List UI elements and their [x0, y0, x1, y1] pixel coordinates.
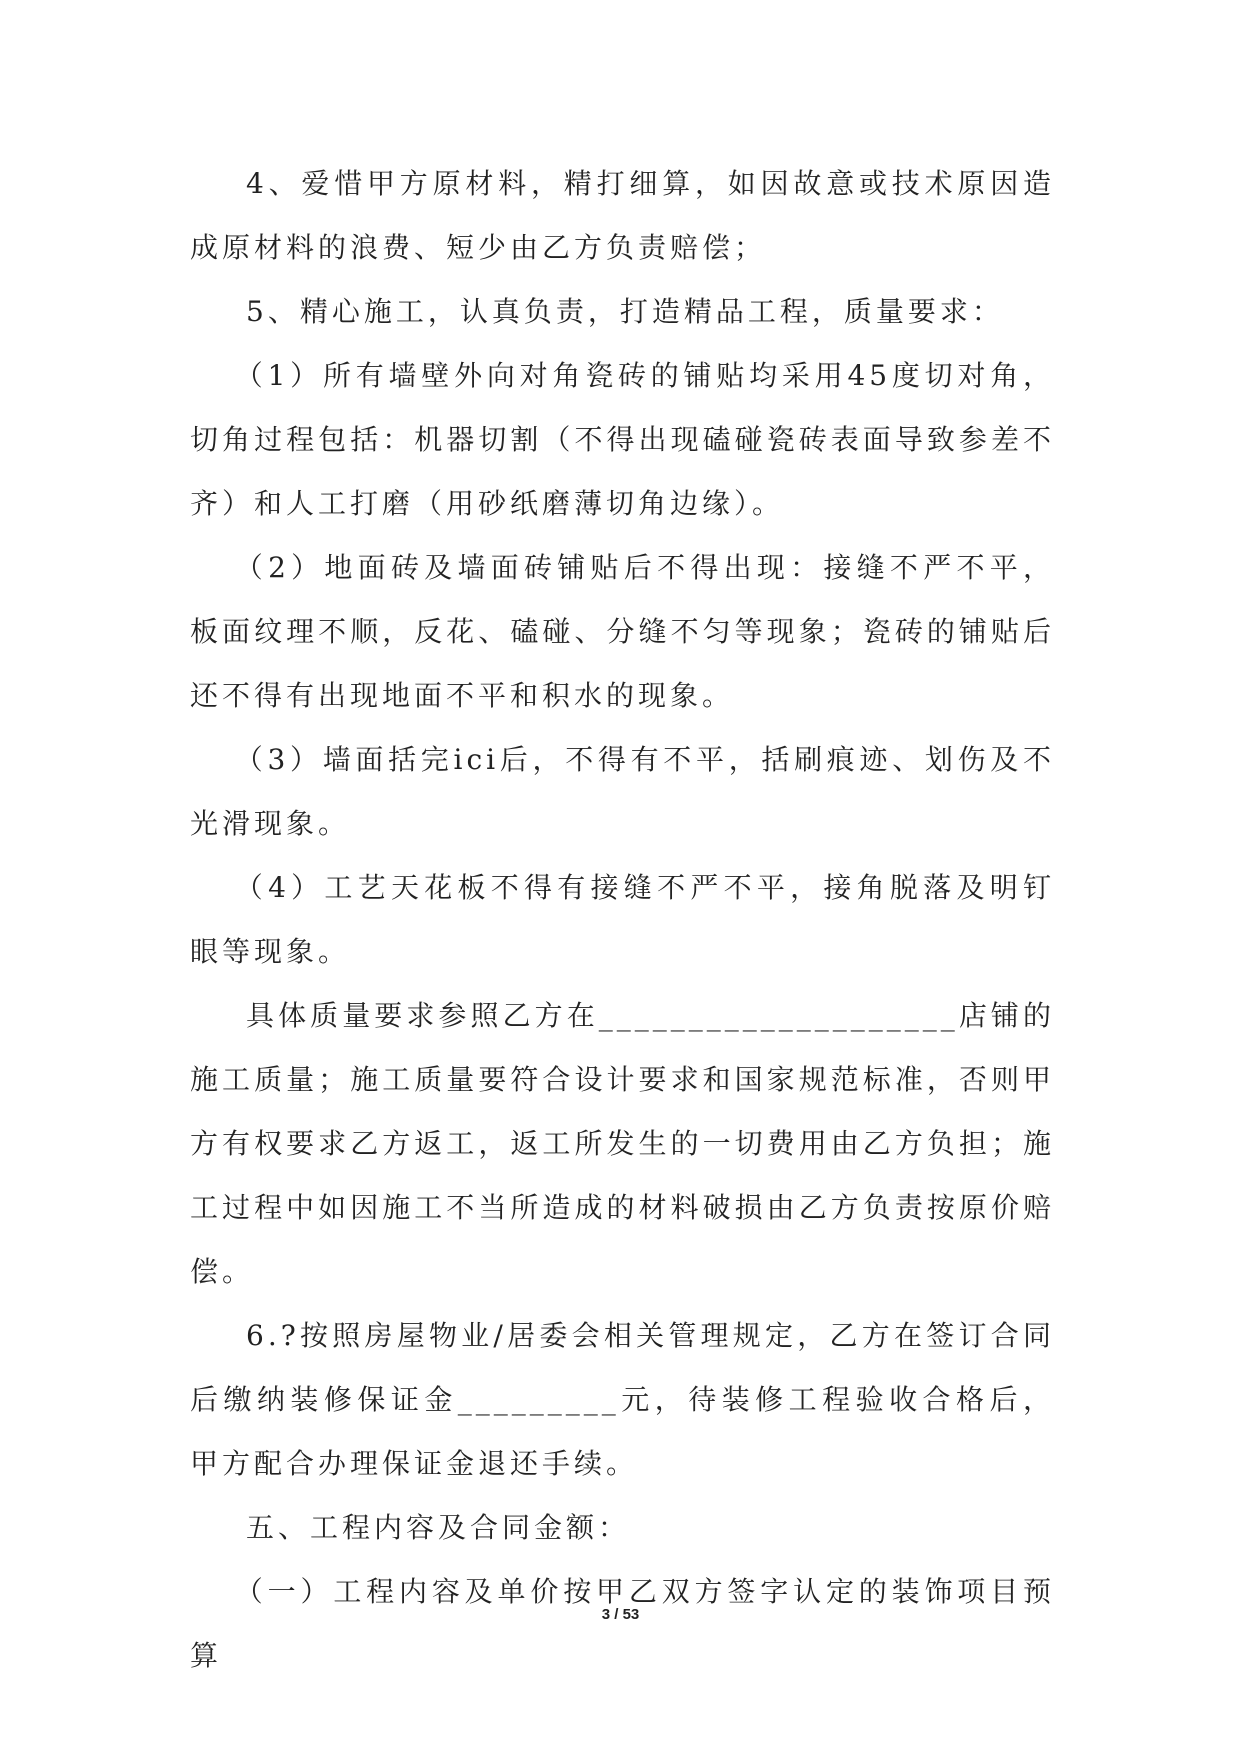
- paragraph-5-1: （1）所有墙壁外向对角瓷砖的铺贴均采用45度切对角，切角过程包括：机器切割（不得出现磕碰瓷砖表面导致参差不齐）和人工打磨（用砂纸磨薄切角边缘）。: [190, 359, 1055, 520]
- page-number: 3 / 53: [601, 1606, 640, 1623]
- section-heading-5: 五、工程内容及合同金额：: [246, 1511, 631, 1544]
- paragraph-5: 5、精心施工，认真负责，打造精品工程，质量要求：: [246, 295, 1004, 328]
- paragraph-5-4: （4）工艺天花板不得有接缝不严不平，接角脱落及明钉眼等现象。: [190, 871, 1055, 968]
- paragraph-5-2: （2）地面砖及墙面砖铺贴后不得出现：接缝不严不平，板面纹理不顺，反花、磕碰、分缝不匀等现象；瓷砖的铺贴后还不得有出现地面不平和积水的现象。: [190, 551, 1055, 712]
- document-body: [190, 152, 1055, 1688]
- paragraph-6: 6.?按照房屋物业/居委会相关管理规定，乙方在签订合同后缴纳装修保证金_________元，待装修工程验收合格后，甲方配合办理保证金退还手续。: [190, 1319, 1055, 1480]
- paragraph-section-5-1: （一）工程内容及单价按甲乙双方签字认定的装饰项目预算: [190, 1575, 1055, 1672]
- paragraph-quality-reference: 具体质量要求参照乙方在____________________店铺的施工质量；施工质量要符合设计要求和国家规范标准，否则甲方有权要求乙方返工，返工所发生的一切费用由乙方负担；施工过程中如因施工不当所造成的材料破损由乙方负责按原价赔偿。: [190, 999, 1055, 1288]
- paragraph-5-3: （3）墙面括完ici后，不得有不平，括刷痕迹、划伤及不光滑现象。: [190, 743, 1055, 840]
- paragraph-4: 4、爱惜甲方原材料，精打细算，如因故意或技术原因造成原材料的浪费、短少由乙方负责赔偿；: [190, 167, 1055, 264]
